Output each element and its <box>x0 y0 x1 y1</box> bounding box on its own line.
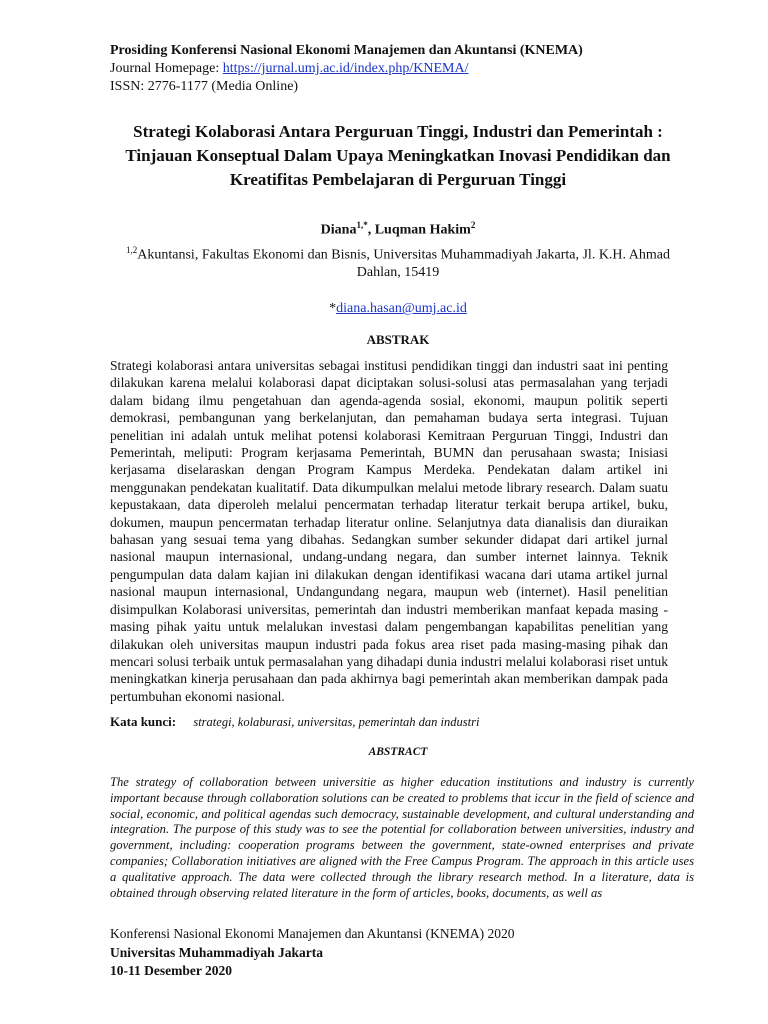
abstrak-body: Strategi kolaborasi antara universitas sebagai institusi pendidikan tinggi dan industri saat ini penting dilakukan karena melalui kolaborasi dapat diciptakan solusi-solusi atas permasalahan yang terjadi dalam bidang ilmu pengetahuan dan agenda-agenda sosial, ekonomi, maupun politik seperti demokrasi, pembangunan yang berkelanjutan, dan pemahaman budaya serta integrasi. Tujuan penelitian ini adalah untuk melihat potensi kolaborasi Kemitraan Perguruan Tinggi, Industri dan Pemerintah, meliputi: Program kerjasama Pemerintah, BUMN dan perusahaan swasta; Inisiasi kerjasama diselaraskan dengan Program Kampus Merdeka. Pendekatan dalam artikel ini menggunakan pendekatan kualitatif. Data dikumpulkan melalui metode library research. Dalam suatu kepustakaan, data diperoleh melalui pencermatan terhadap literatur terkait berupa artikel, buku, dokumen, maupun pencermatan terhadap literatur online. Selanjutnya data dianalisis dan diuraikan bahasan yang sesuai tema yang dibahas. Sedangkan sumber sekunder didapat dari artikel jurnal nasional maupun internasional, undang-undang negara, dan sumber internet lainnya. Teknik pengumpulan data dalam kajian ini dilakukan dengan identifikasi wacana dari utama artikel jurnal nasional maupun internasional, Undangundang negara, maupun web (internet). Hasil penelitian disimpulkan Kolaborasi universitas, pemerintah dan industri memberikan manfaat kepada masing - masing pihak yaitu untuk melalukan investasi dalam pengembangan kapabilitas penelitian yang dilakukan oleh universitas maupun industri pada fokus area riset pada masing-masing pihak dan mencari solusi terbaik untuk permasalahan yang dihadapi dunia industri melalui kolaborasi riset untuk meningkatkan kinerja perusahaan dan pada akhirnya bagi pemerintah akan memberikan dampak pada pertumbuhan ekonomi nasional. <box>110 358 668 704</box>
email-link[interactable]: diana.hasan@umj.ac.id <box>336 301 467 317</box>
issn: ISSN: 2776-1177 (Media Online) <box>110 79 299 94</box>
keywords <box>110 714 686 730</box>
email-prefix: * <box>329 301 337 317</box>
abstrak-heading: ABSTRAK <box>366 332 430 347</box>
author-2-sup: 2 <box>470 220 476 230</box>
author-1-sup: 1,* <box>356 220 368 230</box>
keywords-label: Kata kunci: <box>110 714 177 729</box>
page-footer <box>110 925 670 981</box>
author-separator: , <box>367 222 375 238</box>
conference-name: Prosiding Konferensi Nasional Ekonomi Manajemen dan Akuntansi (KNEMA) <box>110 43 583 58</box>
corresponding-email <box>110 300 686 318</box>
paper-title: Strategi Kolaborasi Antara Perguruan Tinggi, Industri dan Pemerintah : Tinjauan Konseptual Dalam Upaya Meningkatkan Inovasi Pendidikan dan Kreatifitas Pembelajaran di Perguruan Tinggi <box>125 122 671 189</box>
author-2: Luqman Hakim <box>374 222 471 238</box>
footer-conference: Konferensi Nasional Ekonomi Manajemen dan Akuntansi (KNEMA) 2020 <box>110 926 515 941</box>
abstract-body: The strategy of collaboration between universitie as higher education institutions and industry is currently important because through collaboration solutions can be created to problems that iccur in the field of science and social, economic, and political agendas such democracy, sustainable development, and cultural understanding and integration. The purpose of this study was to see the potential for collaboration between universities, industry and government, including: cooperation programs between the government, state-owned enterprises and private companies; Collaboration initiatives are aligned with the Free Campus Program. The approach in this article uses a qualitative approach. The data were collected through the library research method. In a literature, data is obtained through observing related literature in the form of articles, books, documents, as well as <box>110 775 694 900</box>
author-1: Diana <box>320 222 357 238</box>
author-block <box>110 216 686 318</box>
keywords-value: strategi, kolaburasi, universitas, pemerintah dan industri <box>193 715 480 729</box>
affiliation-text: Akuntansi, Fakultas Ekonomi dan Bisnis, Universitas Muhammadiyah Jakarta, Jl. K.H. Ahmad Dahlan, 15419 <box>137 247 670 281</box>
affiliation <box>110 241 686 283</box>
footer-university: Universitas Muhammadiyah Jakarta <box>110 944 324 960</box>
journal-homepage <box>110 60 670 78</box>
homepage-label: Journal Homepage: <box>110 61 220 76</box>
abstract-heading: ABSTRACT <box>368 746 428 758</box>
author-names <box>110 216 686 240</box>
homepage-link[interactable]: https://jurnal.umj.ac.id/index.php/KNEMA/ <box>222 61 469 76</box>
affiliation-sup: 1,2 <box>126 244 138 255</box>
journal-header <box>110 42 670 96</box>
footer-date: 10-11 Desember 2020 <box>110 963 232 978</box>
